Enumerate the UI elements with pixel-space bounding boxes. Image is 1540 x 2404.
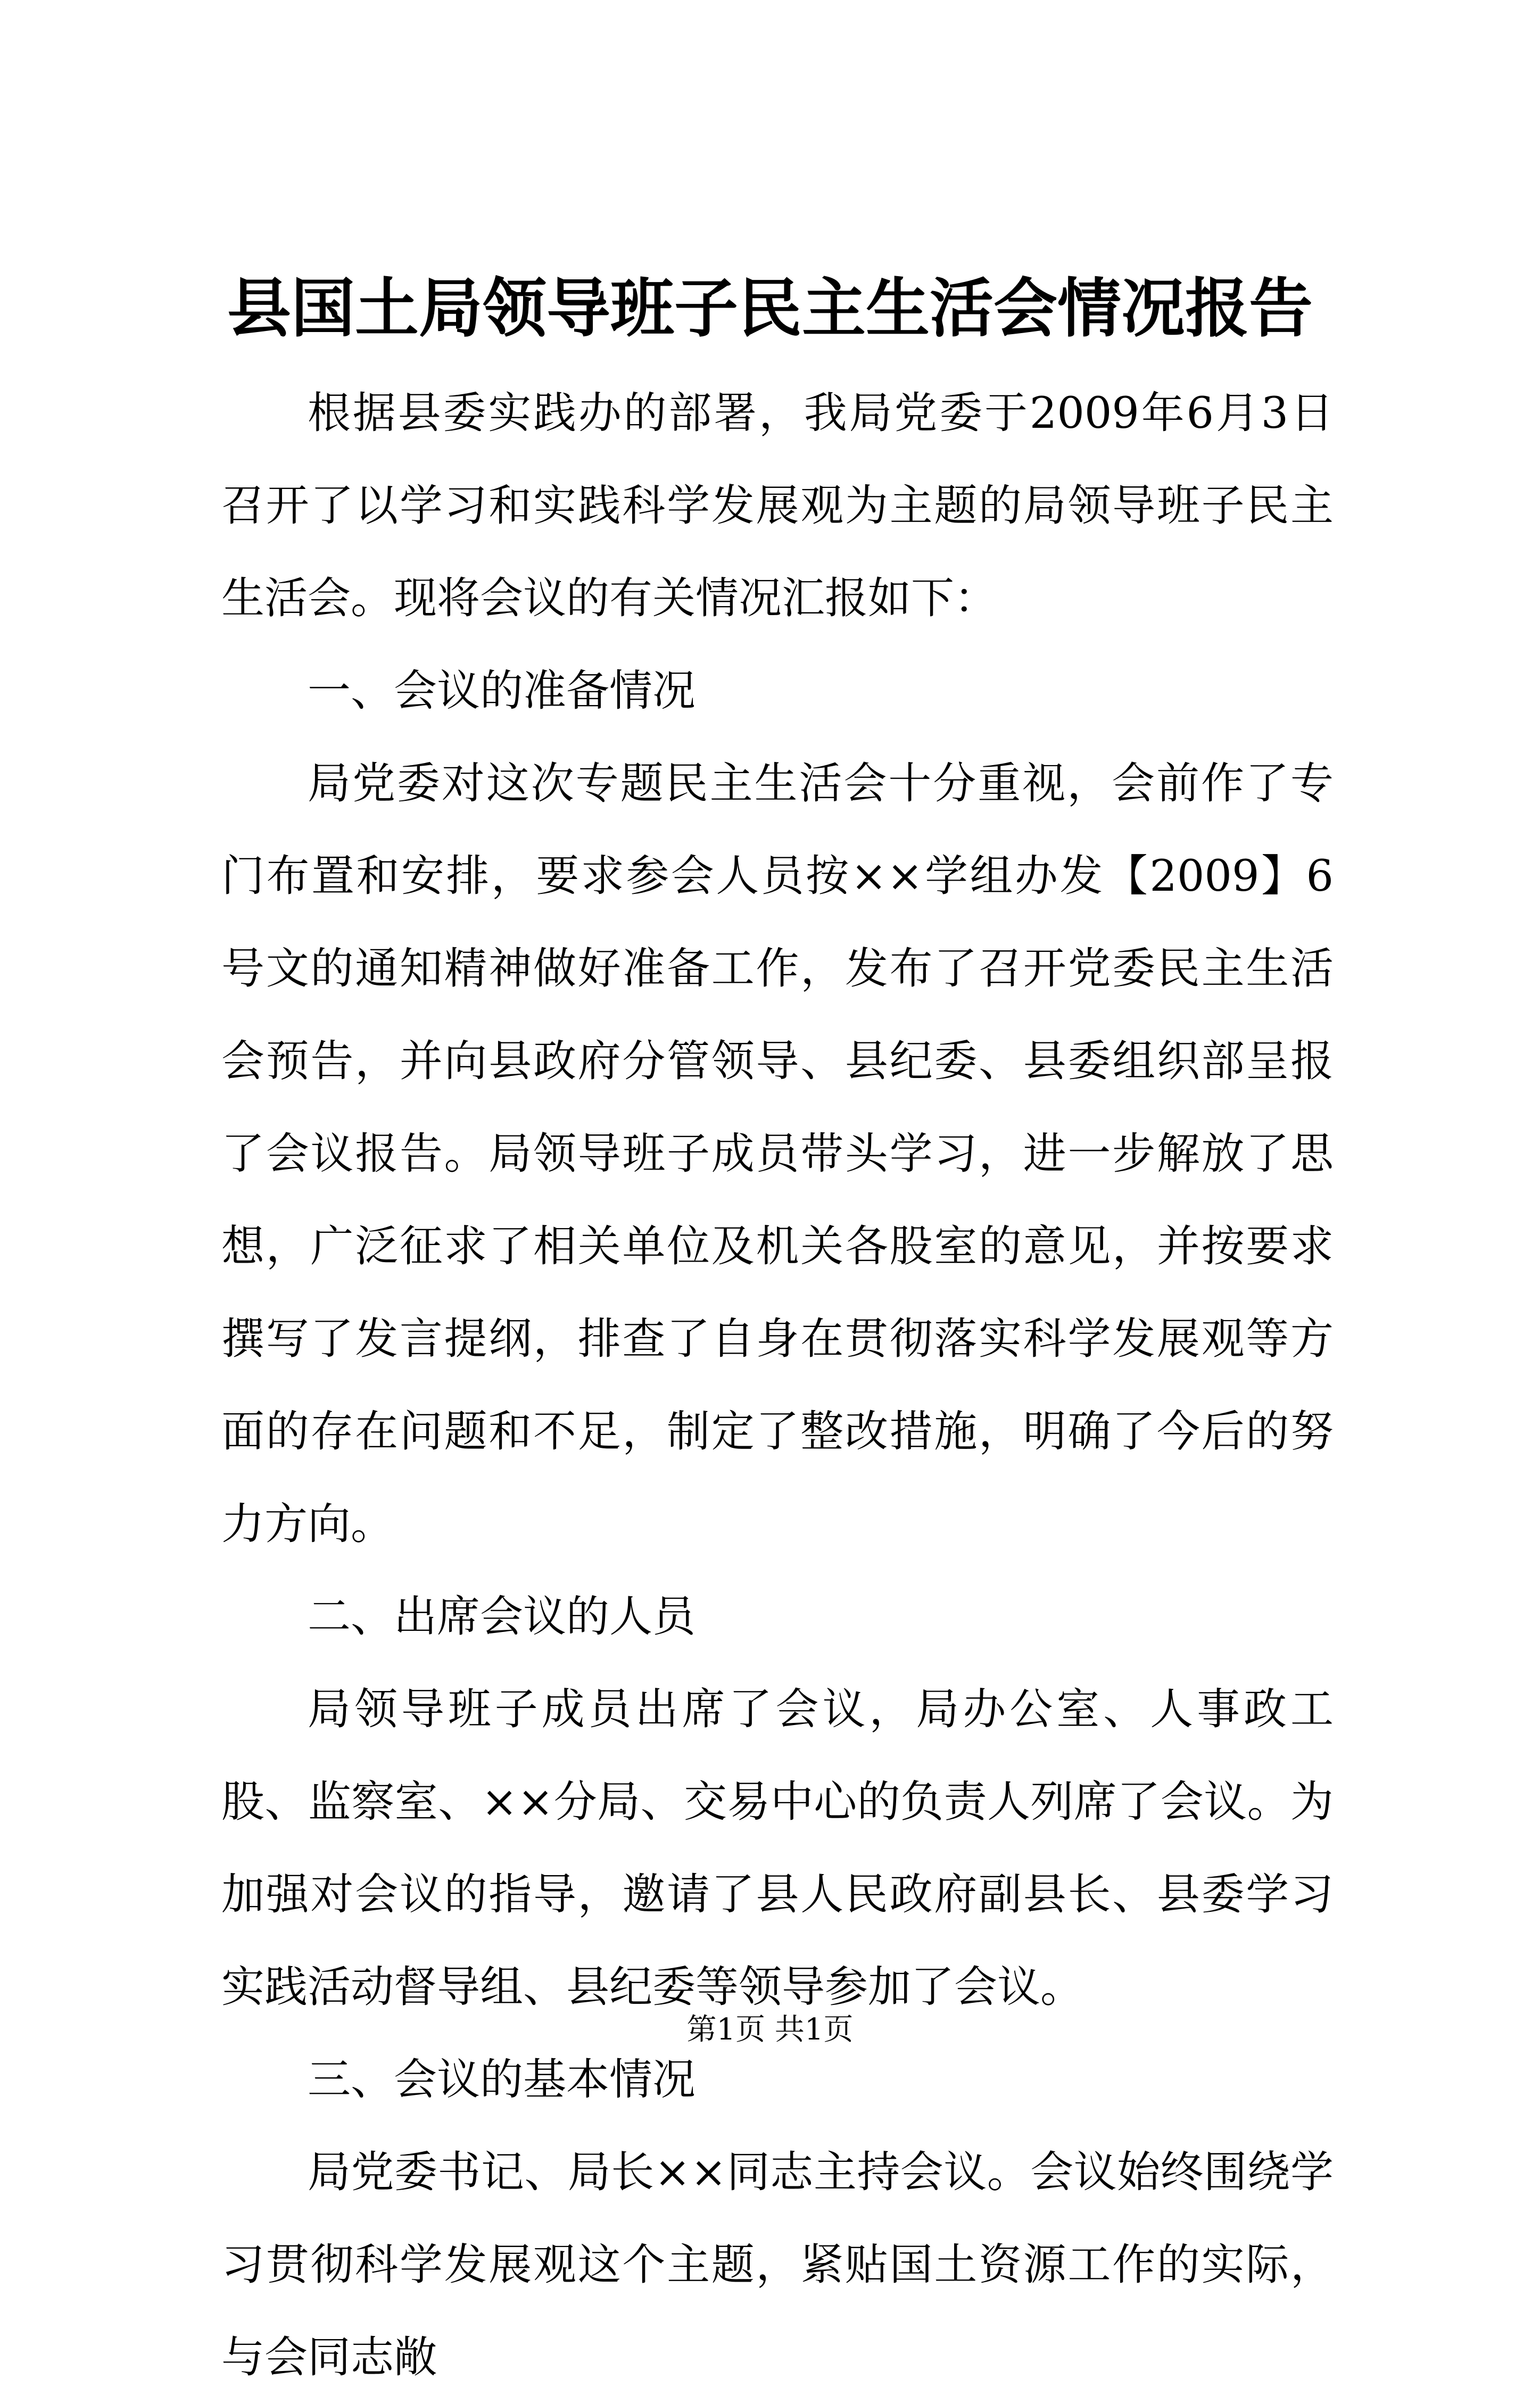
section-heading-attendees: 二、出席会议的人员 <box>308 1592 696 1642</box>
document-title: 县国土局领导班子民主生活会情况报告 <box>227 271 1313 346</box>
paragraph-attendees: 局领导班子成员出席了会议，局办公室、人事政工股、监察室、××分局、交易中心的负责人列席了会议。为加强对会议的指导，邀请了县人民政府副县长、县委学习实践活动督导组、县纪委等领导参加了会议。 <box>221 1685 1334 2012</box>
section-heading-preparation: 一、会议的准备情况 <box>308 666 696 716</box>
document-body <box>221 367 1334 2404</box>
page-footer <box>0 2011 1540 2049</box>
paragraph-preparation: 局党委对这次专题民主生活会十分重视，会前作了专门布置和安排，要求参会人员按××学组办发【2009】6号文的通知精神做好准备工作，发布了召开党委民主生活会预告，并向县政府分管领导、县纪委、县委组织部呈报了会议报告。局领导班子成员带头学习，进一步解放了思想，广泛征求了相关单位及机关各股室的意见，并按要求撰写了发言提纲，排查了自身在贯彻落实科学发展观等方面的存在问题和不足，制定了整改措施，明确了今后的努力方向。 <box>221 759 1334 1549</box>
paragraph-intro: 根据县委实践办的部署，我局党委于2009年6月3日召开了以学习和实践科学发展观为主题的局领导班子民主生活会。现将会议的有关情况汇报如下： <box>221 388 1334 624</box>
page-number-label: 第1页 共1页 <box>686 2012 854 2047</box>
paragraph-basic-situation: 局党委书记、局长××同志主持会议。会议始终围绕学习贯彻科学发展观这个主题，紧贴国土资源工作的实际，与会同志敞 <box>221 2148 1334 2383</box>
section-heading-basic-situation: 三、会议的基本情况 <box>308 2055 696 2105</box>
